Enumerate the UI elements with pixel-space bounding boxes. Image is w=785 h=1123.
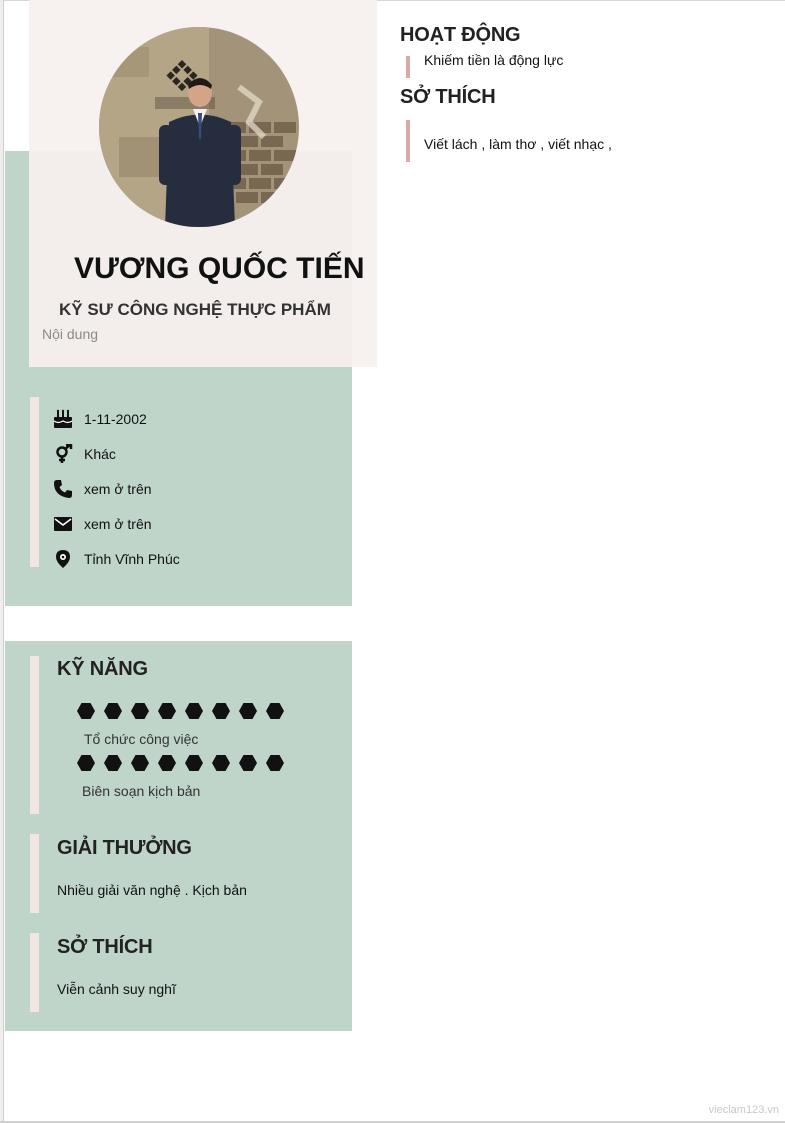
page-left-border [0, 0, 4, 1123]
contact-phone-value: xem ở trên [84, 480, 152, 497]
birthday-cake-icon [52, 408, 74, 430]
avatar [99, 27, 299, 227]
activities-heading: HOẠT ĐỘNG [400, 24, 521, 46]
awards-text: Nhiều giải văn nghệ . Kịch bản [57, 882, 247, 898]
awards-heading: GIẢI THƯỞNG [57, 837, 192, 859]
skill-dot [239, 755, 257, 771]
skill-dot [266, 703, 284, 719]
hobbies-right-heading: SỞ THÍCH [400, 86, 496, 108]
watermark: vieclam123.vn [708, 1104, 779, 1116]
phone-icon [52, 478, 74, 500]
hobbies-right-text: Viết lách , làm thơ , viết nhạc , [424, 136, 612, 152]
skill-dot [185, 703, 203, 719]
gender-icon [52, 443, 74, 465]
contact-address-value: Tỉnh Vĩnh Phúc [84, 550, 180, 567]
contact-address [52, 541, 180, 576]
summary-placeholder[interactable]: Nội dung [42, 326, 99, 342]
contact-email [52, 506, 180, 541]
contact-list [52, 401, 180, 576]
skill-dot [104, 755, 122, 771]
awards-accent-bar [30, 834, 39, 913]
candidate-name: VƯƠNG QUỐC TIẾN [74, 252, 365, 285]
skill-dot [212, 703, 230, 719]
email-icon [52, 513, 74, 535]
contact-gender-value: Khác [84, 445, 116, 462]
left-panel-bottom [5, 641, 352, 1031]
skill-dot [158, 755, 176, 771]
skill-dot [158, 703, 176, 719]
skill-dot [131, 755, 149, 771]
skill-dot [266, 755, 284, 771]
hobbies-left-accent-bar [30, 933, 39, 1012]
contact-gender [52, 436, 180, 471]
skills-accent-bar [30, 656, 39, 814]
skill-name-1: Tổ chức công việc [84, 731, 199, 747]
skill-dot [104, 703, 122, 719]
skill-level-2 [77, 755, 284, 771]
hobbies-left-text: Viễn cảnh suy nghĩ [57, 981, 176, 997]
contact-phone [52, 471, 180, 506]
skills-heading: KỸ NĂNG [57, 658, 148, 680]
contact-birthday-value: 1-11-2002 [84, 410, 147, 427]
skill-level-1 [77, 703, 284, 719]
avatar-photo [99, 27, 299, 227]
location-icon [52, 548, 74, 570]
activities-accent-bar [406, 56, 410, 78]
skill-dot [77, 755, 95, 771]
contact-accent-bar [30, 397, 39, 567]
skill-dot [212, 755, 230, 771]
skill-dot [77, 703, 95, 719]
activities-text: Khiếm tiền là động lực [424, 52, 564, 68]
skill-dot [239, 703, 257, 719]
skill-dot [131, 703, 149, 719]
skill-name-2: Biên soạn kịch bản [82, 783, 201, 799]
hobbies-left-heading: SỞ THÍCH [57, 936, 153, 958]
contact-birthday [52, 401, 180, 436]
contact-email-value: xem ở trên [84, 515, 152, 532]
skill-dot [185, 755, 203, 771]
hobbies-right-accent-bar [406, 120, 410, 162]
job-title: KỸ SƯ CÔNG NGHỆ THỰC PHẨM [59, 300, 331, 319]
